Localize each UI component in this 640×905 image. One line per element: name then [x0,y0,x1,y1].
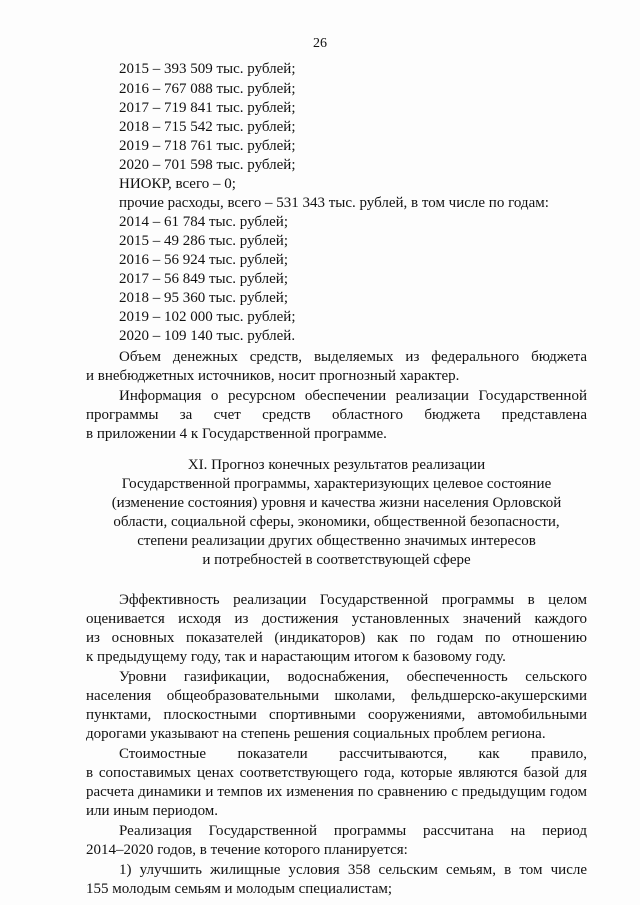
section-title-line: степени реализации других общественно значимых интересов [137,533,536,549]
funding-line: 2015 – 393 509 тыс. рублей; [119,61,296,77]
funding-line: 2017 – 56 849 тыс. рублей; [119,271,288,287]
funding-line: прочие расходы, всего – 531 343 тыс. рублей, в том числе по годам: [119,195,549,211]
funding-line: 2018 – 95 360 тыс. рублей; [119,290,288,306]
paragraph-line: оценивается исходя из достижения установленных значений каждого [86,611,587,627]
page-number: 26 [313,36,327,51]
funding-line: 2020 – 109 140 тыс. рублей. [119,328,296,344]
funding-line: 2016 – 767 088 тыс. рублей; [119,81,296,97]
paragraph-line: или иным периодом. [86,803,219,819]
list-item-line: 1) улучшить жилищные условия 358 сельским семьям, в том числе [119,862,587,878]
funding-line: 2015 – 49 286 тыс. рублей; [119,233,288,249]
paragraph-line: Стоимостные показатели рассчитываются, как правило, [119,746,587,762]
section-title-line: Государственной программы, характеризующих целевое состояние [121,476,552,492]
funding-line: 2014 – 61 784 тыс. рублей; [119,214,288,230]
paragraph-line: программы за счет средств областного бюджета представлена [86,407,587,423]
funding-line: 2019 – 718 761 тыс. рублей; [119,138,296,154]
paragraph-line: из основных показателей (индикаторов) как по годам по отношению [86,630,587,646]
paragraph-line: пунктами, плоскостными спортивными сооружениями, автомобильными [86,707,587,723]
list-item-line: 155 молодым семьям и молодым специалистам; [86,881,393,897]
section-title-line: и потребностей в соответствующей сфере [202,552,471,568]
paragraph-line: Объем денежных средств, выделяемых из федерального бюджета [119,349,587,365]
paragraph-line: 2014–2020 годов, в течение которого планируется: [86,842,408,858]
paragraph-line: Уровни газификации, водоснабжения, обеспеченность сельского [119,669,587,685]
section-title-line: (изменение состояния) уровня и качества жизни населения Орловской [111,495,562,511]
paragraph-line: расчета динамики и темпов их изменения по сравнению с предыдущим годом [86,784,587,800]
paragraph-line: к предыдущему году, так и нарастающим итогом к базовому году. [86,649,506,665]
funding-line: 2020 – 701 598 тыс. рублей; [119,157,296,173]
paragraph-line: Эффективность реализации Государственной программы в целом [119,592,587,608]
funding-line: 2017 – 719 841 тыс. рублей; [119,100,296,116]
paragraph-line: в приложении 4 к Государственной программе. [86,426,387,442]
funding-line: 2019 – 102 000 тыс. рублей; [119,309,296,325]
paragraph-line: и внебюджетных источников, носит прогнозный характер. [86,368,460,384]
section-title-line: XI. Прогноз конечных результатов реализации [187,457,486,473]
section-title-line: области, социальной сферы, экономики, общественной безопасности, [113,514,560,530]
paragraph-line: Реализация Государственной программы рассчитана на период [119,823,587,839]
paragraph-line: в сопоставимых ценах соответствующего года, которые являются базой для [86,765,587,781]
funding-line: 2016 – 56 924 тыс. рублей; [119,252,288,268]
funding-line: 2018 – 715 542 тыс. рублей; [119,119,296,135]
paragraph-line: Информация о ресурсном обеспечении реализации Государственной [119,388,587,404]
funding-line: НИОКР, всего – 0; [119,176,236,192]
paragraph-line: населения общеобразовательными школами, фельдшерско-акушерскими [86,688,587,704]
paragraph-line: дорогами указывают на степень решения социальных проблем региона. [86,726,546,742]
